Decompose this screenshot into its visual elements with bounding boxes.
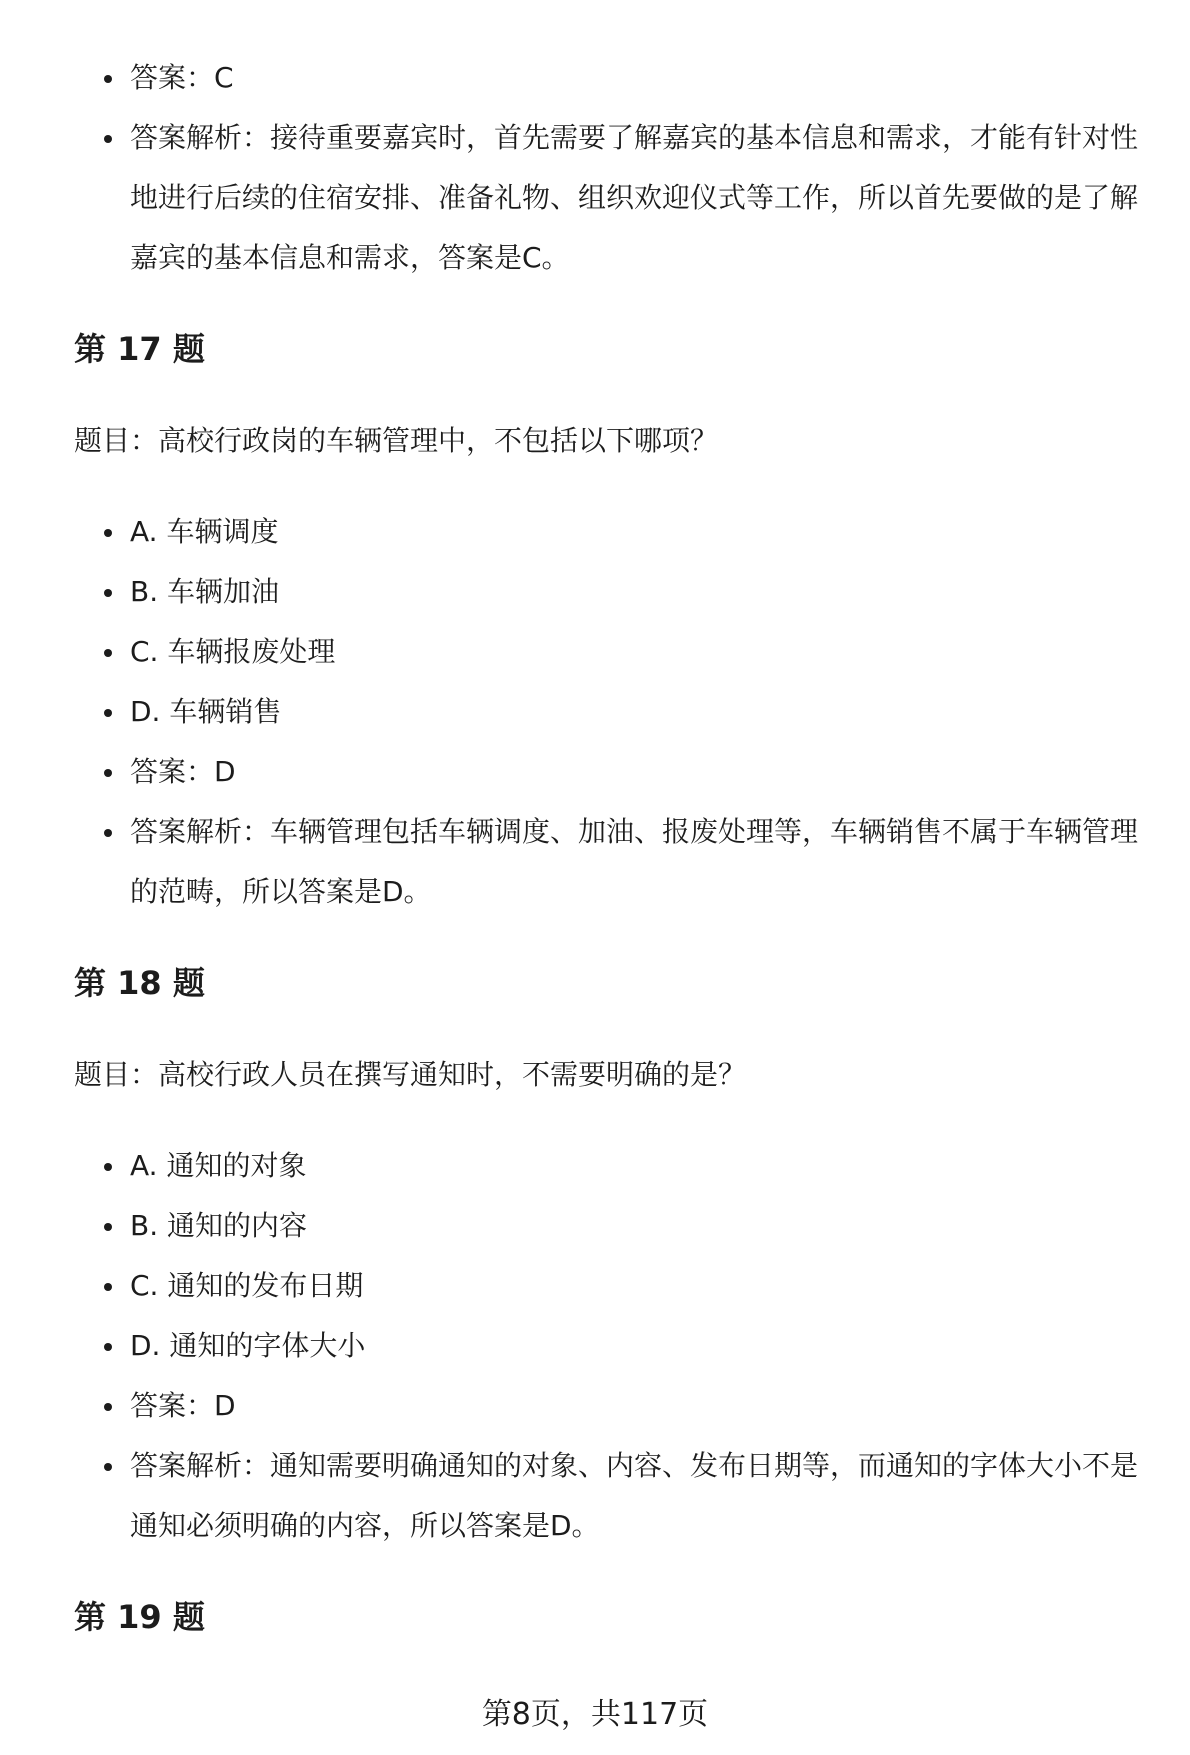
q17-question: 题目：高校行政岗的车辆管理中，不包括以下哪项？ bbox=[74, 424, 719, 457]
q17-list bbox=[74, 502, 1164, 922]
q18-option-c: C. 通知的发布日期 bbox=[74, 1256, 1164, 1316]
q18-option-d: D. 通知的字体大小 bbox=[74, 1316, 1164, 1376]
q18-heading: 第 18 题 bbox=[74, 964, 205, 1002]
q18-question: 题目：高校行政人员在撰写通知时，不需要明确的是？ bbox=[74, 1058, 747, 1091]
page-content bbox=[74, 48, 1164, 1640]
q18-option-b: B. 通知的内容 bbox=[74, 1196, 1164, 1256]
q18-answer: 答案：D bbox=[74, 1376, 1164, 1436]
q18-explanation: 答案解析：通知需要明确通知的对象、内容、发布日期等，而通知的字体大小不是通知必须明确的内容，所以答案是D。 bbox=[74, 1436, 1164, 1556]
q17-heading: 第 17 题 bbox=[74, 330, 205, 368]
q16-explanation: 答案解析：接待重要嘉宾时，首先需要了解嘉宾的基本信息和需求，才能有针对性地进行后续的住宿安排、准备礼物、组织欢迎仪式等工作，所以首先要做的是了解嘉宾的基本信息和需求，答案是C。 bbox=[74, 108, 1164, 288]
q17-explanation: 答案解析：车辆管理包括车辆调度、加油、报废处理等，车辆销售不属于车辆管理的范畴，所以答案是D。 bbox=[74, 802, 1164, 922]
page-number-footer: 第8页，共117页 bbox=[481, 1697, 709, 1732]
q18-option-a: A. 通知的对象 bbox=[74, 1136, 1164, 1196]
q18-list bbox=[74, 1136, 1164, 1556]
q17-option-b: B. 车辆加油 bbox=[74, 562, 1164, 622]
q16-tail-list bbox=[74, 48, 1164, 288]
q19-heading: 第 19 题 bbox=[74, 1598, 205, 1636]
q17-option-c: C. 车辆报废处理 bbox=[74, 622, 1164, 682]
q16-answer: 答案：C bbox=[74, 48, 1164, 108]
q17-option-a: A. 车辆调度 bbox=[74, 502, 1164, 562]
q17-option-d: D. 车辆销售 bbox=[74, 682, 1164, 742]
q17-answer: 答案：D bbox=[74, 742, 1164, 802]
